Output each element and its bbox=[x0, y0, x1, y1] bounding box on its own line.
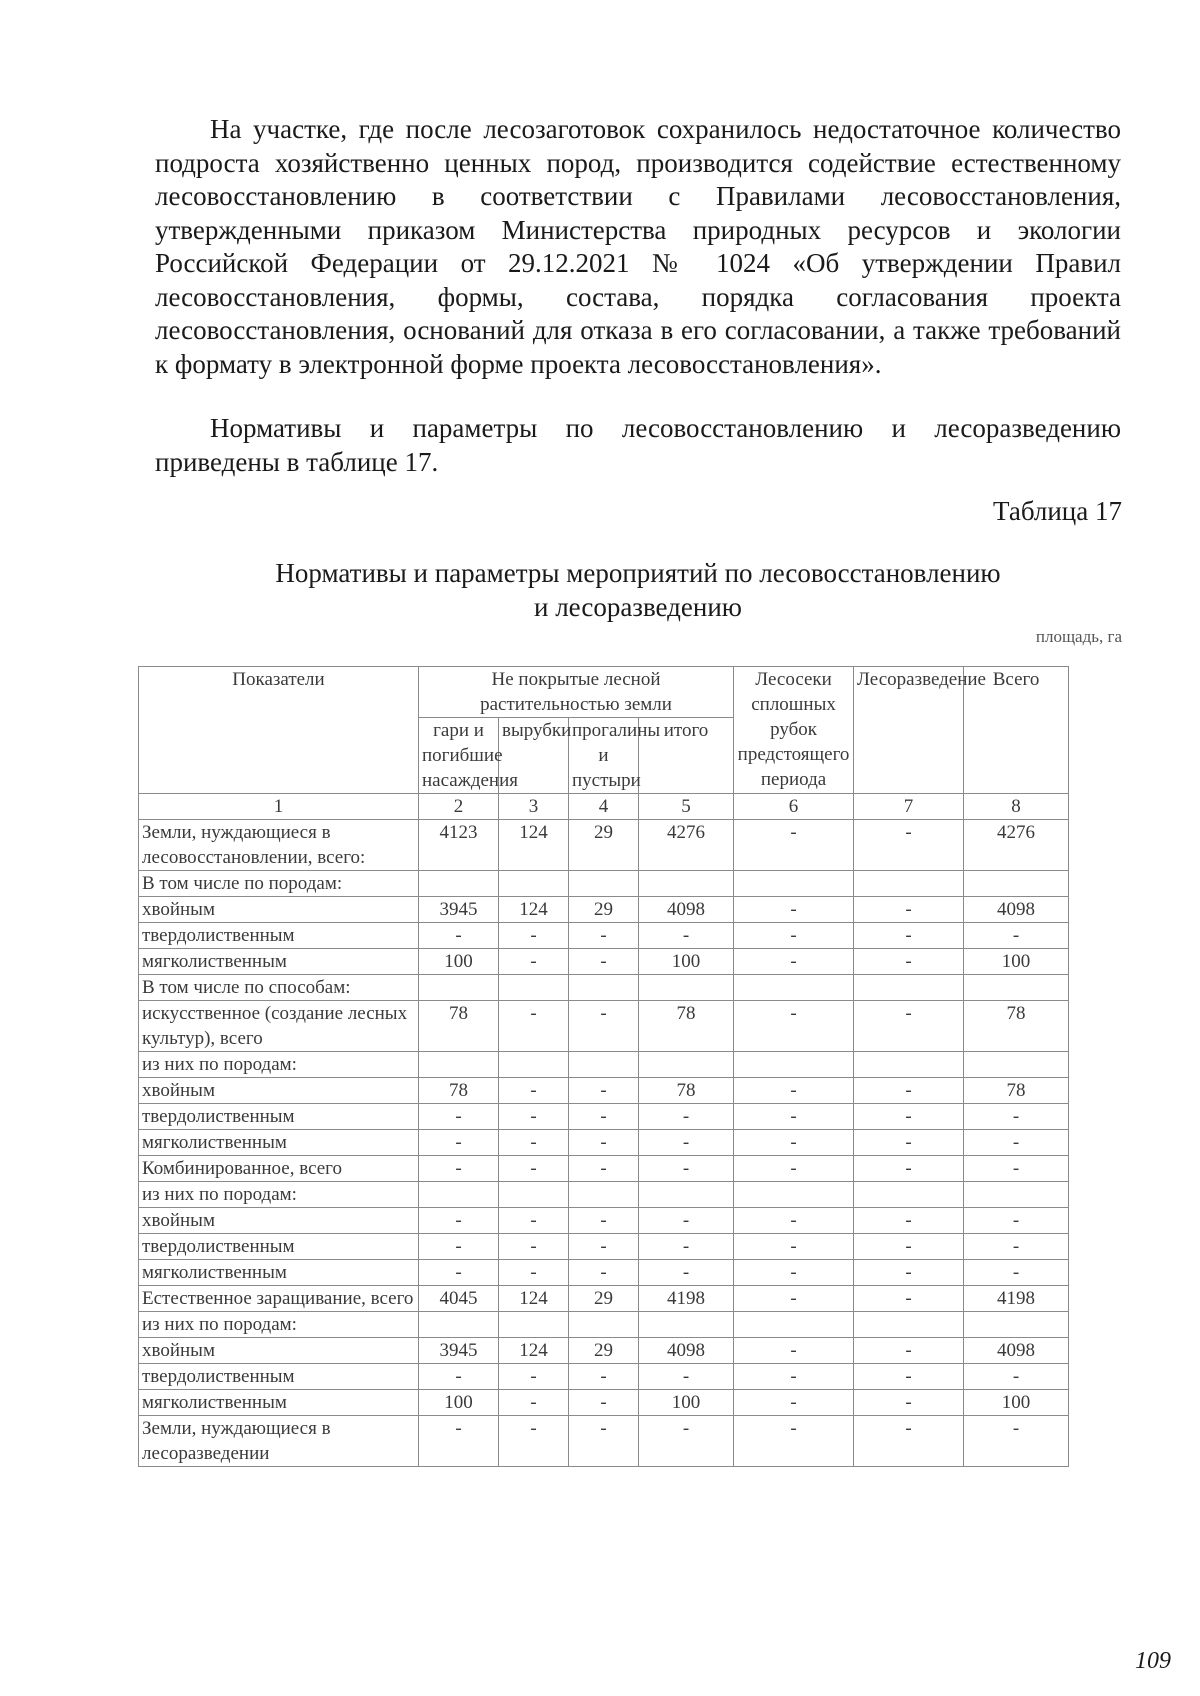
row-label: мягколиственным bbox=[139, 1390, 419, 1416]
row-value bbox=[734, 1312, 854, 1338]
row-value: - bbox=[499, 1390, 569, 1416]
header-burnt-stands: гари и погибшие насаждения bbox=[419, 718, 499, 794]
row-value: 4276 bbox=[964, 820, 1069, 871]
row-value: - bbox=[639, 1260, 734, 1286]
row-value: - bbox=[854, 1390, 964, 1416]
row-label: твердолиственным bbox=[139, 1104, 419, 1130]
row-value: 100 bbox=[419, 1390, 499, 1416]
table-row bbox=[139, 820, 1069, 871]
table-row bbox=[139, 923, 1069, 949]
row-value: - bbox=[854, 1260, 964, 1286]
row-value: - bbox=[639, 923, 734, 949]
row-value: - bbox=[964, 923, 1069, 949]
page-number: 109 bbox=[1135, 1648, 1171, 1674]
table-row bbox=[139, 1260, 1069, 1286]
column-number: 4 bbox=[569, 794, 639, 820]
row-value: - bbox=[419, 1364, 499, 1390]
row-value: - bbox=[734, 1286, 854, 1312]
table-row bbox=[139, 1156, 1069, 1182]
row-value: - bbox=[854, 1104, 964, 1130]
header-not-covered-lands: Не покрытые лесной растительностью земли bbox=[419, 667, 734, 718]
row-value: 29 bbox=[569, 1286, 639, 1312]
row-value: - bbox=[419, 1234, 499, 1260]
row-value: 78 bbox=[419, 1078, 499, 1104]
row-label: Земли, нуждающиеся в лесоразведении bbox=[139, 1416, 419, 1467]
column-number: 3 bbox=[499, 794, 569, 820]
header-afforestation: Лесоразведение bbox=[854, 667, 964, 794]
table-row bbox=[139, 1364, 1069, 1390]
row-value: - bbox=[964, 1416, 1069, 1467]
row-value: - bbox=[499, 1416, 569, 1467]
row-value: - bbox=[734, 1390, 854, 1416]
row-value bbox=[419, 1312, 499, 1338]
row-value: 4198 bbox=[964, 1286, 1069, 1312]
row-value bbox=[964, 975, 1069, 1001]
row-value: - bbox=[734, 1156, 854, 1182]
row-value: - bbox=[854, 1338, 964, 1364]
row-value: - bbox=[639, 1104, 734, 1130]
row-value: - bbox=[639, 1130, 734, 1156]
row-value bbox=[499, 1052, 569, 1078]
row-value bbox=[964, 1182, 1069, 1208]
row-value bbox=[499, 975, 569, 1001]
row-value: - bbox=[639, 1156, 734, 1182]
row-label: В том числе по способам: bbox=[139, 975, 419, 1001]
row-value: - bbox=[499, 1001, 569, 1052]
row-value bbox=[569, 1312, 639, 1338]
header-total: Всего bbox=[964, 667, 1069, 794]
row-value: - bbox=[854, 897, 964, 923]
header-cutting-areas: Лесосеки сплошных рубок предстоящего периода bbox=[734, 667, 854, 794]
table-row bbox=[139, 1208, 1069, 1234]
row-label: Комбинированное, всего bbox=[139, 1156, 419, 1182]
row-value: - bbox=[854, 1416, 964, 1467]
row-value: - bbox=[734, 949, 854, 975]
row-value bbox=[569, 871, 639, 897]
row-value bbox=[734, 975, 854, 1001]
row-label: Земли, нуждающиеся в лесовосстановлении, всего: bbox=[139, 820, 419, 871]
row-value: - bbox=[734, 1260, 854, 1286]
row-value: 3945 bbox=[419, 1338, 499, 1364]
row-value bbox=[639, 975, 734, 1001]
row-value: - bbox=[964, 1104, 1069, 1130]
row-value bbox=[499, 871, 569, 897]
row-value: - bbox=[419, 1104, 499, 1130]
row-value: 4098 bbox=[964, 897, 1069, 923]
row-label: хвойным bbox=[139, 897, 419, 923]
row-value: 100 bbox=[639, 949, 734, 975]
row-value: - bbox=[499, 1364, 569, 1390]
row-label: твердолиственным bbox=[139, 1234, 419, 1260]
row-value: - bbox=[499, 1130, 569, 1156]
column-number: 8 bbox=[964, 794, 1069, 820]
row-value bbox=[569, 975, 639, 1001]
row-value: 4045 bbox=[419, 1286, 499, 1312]
row-value: - bbox=[734, 1338, 854, 1364]
table-body bbox=[139, 820, 1069, 1467]
row-value: - bbox=[569, 1260, 639, 1286]
header-clearings: вырубки bbox=[499, 718, 569, 794]
row-value bbox=[419, 871, 499, 897]
table-row bbox=[139, 1052, 1069, 1078]
row-value: - bbox=[854, 1130, 964, 1156]
row-value: - bbox=[854, 1286, 964, 1312]
row-value: - bbox=[569, 1156, 639, 1182]
row-label: хвойным bbox=[139, 1208, 419, 1234]
row-value bbox=[854, 1312, 964, 1338]
row-value: - bbox=[854, 1234, 964, 1260]
row-value: - bbox=[419, 923, 499, 949]
table-row bbox=[139, 1078, 1069, 1104]
row-label: хвойным bbox=[139, 1338, 419, 1364]
row-value bbox=[419, 975, 499, 1001]
row-value: - bbox=[569, 949, 639, 975]
row-value: 78 bbox=[639, 1001, 734, 1052]
row-value: - bbox=[734, 1104, 854, 1130]
row-value: - bbox=[734, 1234, 854, 1260]
row-value: - bbox=[419, 1208, 499, 1234]
row-value: - bbox=[499, 1156, 569, 1182]
row-value: - bbox=[569, 1001, 639, 1052]
row-value: - bbox=[419, 1416, 499, 1467]
row-value bbox=[569, 1182, 639, 1208]
row-value: - bbox=[499, 1104, 569, 1130]
row-label: твердолиственным bbox=[139, 923, 419, 949]
table-title-line-1: Нормативы и параметры мероприятий по лесовосстановлению bbox=[275, 558, 1001, 588]
table-title bbox=[155, 556, 1121, 624]
table-row bbox=[139, 1130, 1069, 1156]
row-value: - bbox=[734, 1364, 854, 1390]
column-number: 2 bbox=[419, 794, 499, 820]
row-value: - bbox=[854, 1078, 964, 1104]
row-value bbox=[419, 1182, 499, 1208]
row-value: 124 bbox=[499, 897, 569, 923]
row-label: Естественное заращивание, всего bbox=[139, 1286, 419, 1312]
row-value: - bbox=[734, 897, 854, 923]
row-value: - bbox=[499, 1208, 569, 1234]
row-value: 4198 bbox=[639, 1286, 734, 1312]
row-label: В том числе по породам: bbox=[139, 871, 419, 897]
row-value: 78 bbox=[419, 1001, 499, 1052]
row-value: - bbox=[569, 1416, 639, 1467]
reference-paragraph bbox=[155, 412, 1121, 479]
row-value: 4098 bbox=[639, 1338, 734, 1364]
row-label: из них по породам: bbox=[139, 1052, 419, 1078]
table-label: Таблица 17 bbox=[993, 496, 1122, 526]
row-value: 4098 bbox=[964, 1338, 1069, 1364]
row-value: - bbox=[964, 1208, 1069, 1234]
row-value: 4276 bbox=[639, 820, 734, 871]
row-value: - bbox=[964, 1156, 1069, 1182]
forest-regeneration-table bbox=[138, 666, 1069, 1467]
row-value bbox=[854, 975, 964, 1001]
row-value: 3945 bbox=[419, 897, 499, 923]
row-value: - bbox=[734, 1130, 854, 1156]
reference-paragraph-text: Нормативы и параметры по лесовосстановлению и лесоразведению приведены в таблице 17. bbox=[155, 413, 1121, 477]
column-number: 1 bbox=[139, 794, 419, 820]
row-value bbox=[964, 1052, 1069, 1078]
intro-paragraph bbox=[155, 113, 1121, 381]
column-number: 6 bbox=[734, 794, 854, 820]
row-value: - bbox=[569, 1104, 639, 1130]
table-row bbox=[139, 1416, 1069, 1467]
row-value: - bbox=[639, 1416, 734, 1467]
table-row bbox=[139, 1312, 1069, 1338]
row-value bbox=[964, 871, 1069, 897]
row-label: мягколиственным bbox=[139, 1260, 419, 1286]
row-value: - bbox=[854, 820, 964, 871]
row-value bbox=[569, 1052, 639, 1078]
row-value: - bbox=[499, 1078, 569, 1104]
row-value: 29 bbox=[569, 1338, 639, 1364]
row-value bbox=[734, 1182, 854, 1208]
header-gaps-wastelands: прогалины и пустыри bbox=[569, 718, 639, 794]
table-title-line-2: и лесоразведению bbox=[534, 592, 742, 622]
row-value: - bbox=[569, 1078, 639, 1104]
table-row bbox=[139, 1286, 1069, 1312]
row-value bbox=[854, 1052, 964, 1078]
row-value: 4098 bbox=[639, 897, 734, 923]
row-value bbox=[734, 1052, 854, 1078]
row-value: - bbox=[419, 1156, 499, 1182]
table-row bbox=[139, 949, 1069, 975]
row-label: мягколиственным bbox=[139, 1130, 419, 1156]
row-value: - bbox=[569, 1390, 639, 1416]
row-value: - bbox=[734, 923, 854, 949]
row-value: - bbox=[734, 1078, 854, 1104]
header-subtotal: итого bbox=[639, 718, 734, 794]
row-value: - bbox=[734, 1001, 854, 1052]
row-value: 78 bbox=[964, 1001, 1069, 1052]
row-value: - bbox=[854, 1364, 964, 1390]
table-row bbox=[139, 1104, 1069, 1130]
table-row bbox=[139, 871, 1069, 897]
table-row bbox=[139, 1182, 1069, 1208]
header-indicators: Показатели bbox=[139, 667, 419, 794]
row-value: 29 bbox=[569, 897, 639, 923]
row-value: 100 bbox=[419, 949, 499, 975]
table-row bbox=[139, 1390, 1069, 1416]
row-value: 29 bbox=[569, 820, 639, 871]
row-value bbox=[639, 871, 734, 897]
row-value: - bbox=[964, 1260, 1069, 1286]
row-value: - bbox=[854, 923, 964, 949]
table-row bbox=[139, 1234, 1069, 1260]
row-value bbox=[854, 871, 964, 897]
row-value bbox=[964, 1312, 1069, 1338]
row-value: - bbox=[639, 1234, 734, 1260]
row-value: 124 bbox=[499, 820, 569, 871]
table-row bbox=[139, 1338, 1069, 1364]
row-value: 124 bbox=[499, 1338, 569, 1364]
row-value: 78 bbox=[639, 1078, 734, 1104]
row-value bbox=[499, 1182, 569, 1208]
row-value: - bbox=[964, 1130, 1069, 1156]
column-number: 7 bbox=[854, 794, 964, 820]
table-row bbox=[139, 897, 1069, 923]
row-value: - bbox=[964, 1234, 1069, 1260]
row-value: - bbox=[499, 1234, 569, 1260]
row-value bbox=[854, 1182, 964, 1208]
row-value: - bbox=[569, 1208, 639, 1234]
row-value: - bbox=[854, 1208, 964, 1234]
row-value bbox=[639, 1052, 734, 1078]
row-value: - bbox=[854, 1156, 964, 1182]
row-value: 124 bbox=[499, 1286, 569, 1312]
row-value bbox=[499, 1312, 569, 1338]
row-label: мягколиственным bbox=[139, 949, 419, 975]
row-label: твердолиственным bbox=[139, 1364, 419, 1390]
row-value: - bbox=[734, 1208, 854, 1234]
row-value bbox=[419, 1052, 499, 1078]
row-value: - bbox=[499, 1260, 569, 1286]
column-number: 5 bbox=[639, 794, 734, 820]
row-value bbox=[639, 1182, 734, 1208]
row-value: - bbox=[499, 923, 569, 949]
row-value: - bbox=[419, 1260, 499, 1286]
row-value: 4123 bbox=[419, 820, 499, 871]
row-value: - bbox=[419, 1130, 499, 1156]
row-value bbox=[734, 871, 854, 897]
row-label: из них по породам: bbox=[139, 1312, 419, 1338]
row-value: - bbox=[569, 1364, 639, 1390]
row-label: искусственное (создание лесных культур), всего bbox=[139, 1001, 419, 1052]
row-value: - bbox=[639, 1208, 734, 1234]
row-value: - bbox=[854, 949, 964, 975]
row-value: - bbox=[964, 1364, 1069, 1390]
row-label: хвойным bbox=[139, 1078, 419, 1104]
row-value: 100 bbox=[964, 949, 1069, 975]
row-value: 78 bbox=[964, 1078, 1069, 1104]
row-value: - bbox=[734, 1416, 854, 1467]
row-value: - bbox=[854, 1001, 964, 1052]
row-value: - bbox=[569, 1234, 639, 1260]
row-value: 100 bbox=[639, 1390, 734, 1416]
row-value: - bbox=[499, 949, 569, 975]
intro-paragraph-text: На участке, где после лесозаготовок сохранилось недостаточное количество подроста хозяйственно ценных пород, производится содействие естественному лесовосстановлению в соответствии с Правилами лесовосстановления, утвержденными приказом Министерства природных ресурсов и экологии Российской Федерации от 29.12.2021 № 1024 «Об утверждении Правил лесовосстановления, формы, состава, порядка согласования проекта лесовосстановления, оснований для отказа в его согласовании, а также требований к формату в электронной форме проекта лесовосстановления». bbox=[155, 114, 1121, 379]
row-value: - bbox=[569, 1130, 639, 1156]
row-value bbox=[639, 1312, 734, 1338]
row-value: - bbox=[569, 923, 639, 949]
unit-note: площадь, га bbox=[1035, 627, 1122, 646]
row-label: из них по породам: bbox=[139, 1182, 419, 1208]
row-value: - bbox=[734, 820, 854, 871]
row-value: - bbox=[639, 1364, 734, 1390]
row-value: 100 bbox=[964, 1390, 1069, 1416]
table-row bbox=[139, 1001, 1069, 1052]
table-row bbox=[139, 975, 1069, 1001]
